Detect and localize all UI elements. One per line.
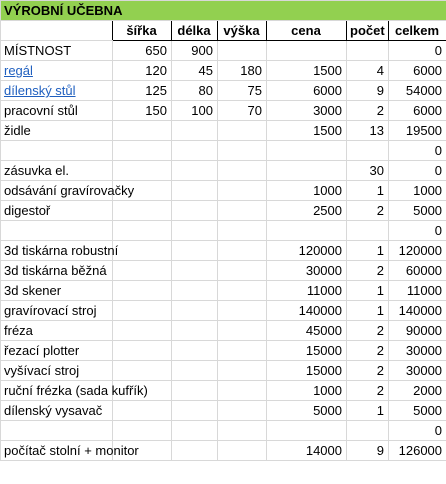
cell-celkem[interactable]: 19500	[389, 121, 446, 141]
cell-item-name[interactable]	[1, 421, 113, 441]
cell-celkem[interactable]: 120000	[389, 241, 446, 261]
cell-cena[interactable]: 1500	[267, 61, 347, 81]
cell-cena[interactable]	[267, 221, 347, 241]
table-row	[1, 201, 446, 221]
cell-pocet[interactable]: 30	[347, 161, 389, 181]
cell-item-name[interactable]	[1, 61, 113, 81]
cell-delka[interactable]	[172, 241, 218, 261]
cell-celkem[interactable]: 140000	[389, 301, 446, 321]
cell-cena[interactable]: 45000	[267, 321, 347, 341]
cell-item-name[interactable]: 3d tiskárna robustní	[1, 241, 113, 261]
cell-pocet[interactable]	[347, 221, 389, 241]
cell-item-name[interactable]: zásuvka el.	[1, 161, 113, 181]
cell-sirka[interactable]	[113, 121, 172, 141]
cell-item-name[interactable]: počítač stolní + monitor	[1, 441, 113, 461]
cell-vyska[interactable]	[218, 181, 267, 201]
cell-celkem[interactable]: 0	[389, 421, 446, 441]
cell-celkem[interactable]: 30000	[389, 341, 446, 361]
cell-pocet[interactable]: 1	[347, 301, 389, 321]
cell-delka[interactable]	[172, 441, 218, 461]
cell-item-name[interactable]: dílenský vysavač	[1, 401, 113, 421]
cell-vyska[interactable]	[218, 281, 267, 301]
cell-delka[interactable]	[172, 181, 218, 201]
cell-delka[interactable]	[172, 281, 218, 301]
cell-item-name[interactable]	[1, 141, 113, 161]
cell-item-name[interactable]: vyšívací stroj	[1, 361, 113, 381]
cell-celkem[interactable]: 0	[389, 221, 446, 241]
cell-vyska[interactable]: 180	[218, 61, 267, 81]
cell-celkem[interactable]: 60000	[389, 261, 446, 281]
cell-pocet[interactable]: 2	[347, 341, 389, 361]
cell-cena[interactable]: 120000	[267, 241, 347, 261]
cell-vyska[interactable]	[218, 441, 267, 461]
cell-celkem[interactable]: 54000	[389, 81, 446, 101]
cell-item-name[interactable]: MÍSTNOST	[1, 41, 113, 61]
cell-cena[interactable]	[267, 421, 347, 441]
cell-delka[interactable]	[172, 381, 218, 401]
cell-celkem[interactable]: 5000	[389, 201, 446, 221]
header-blank-cell[interactable]	[1, 21, 113, 41]
cell-cena[interactable]: 6000	[267, 81, 347, 101]
cell-sirka[interactable]	[113, 421, 172, 441]
cell-vyska[interactable]	[218, 141, 267, 161]
table-row	[1, 381, 446, 401]
cell-celkem[interactable]: 5000	[389, 401, 446, 421]
table-row	[1, 141, 446, 161]
cell-cena[interactable]: 30000	[267, 261, 347, 281]
cell-vyska[interactable]	[218, 341, 267, 361]
cell-pocet[interactable]: 9	[347, 441, 389, 461]
cell-delka[interactable]: 100	[172, 101, 218, 121]
cell-vyska[interactable]	[218, 301, 267, 321]
table-row	[1, 441, 446, 461]
table-row	[1, 281, 446, 301]
cell-pocet[interactable]: 2	[347, 321, 389, 341]
cell-item-name[interactable]: gravírovací stroj	[1, 301, 113, 321]
cell-sirka[interactable]	[113, 241, 172, 261]
cell-cena[interactable]: 5000	[267, 401, 347, 421]
table-row	[1, 61, 446, 81]
header-celkem[interactable]: celkem	[389, 21, 446, 41]
header-pocet[interactable]: počet	[347, 21, 389, 41]
cell-delka[interactable]	[172, 421, 218, 441]
cell-sirka[interactable]	[113, 141, 172, 161]
table-row	[1, 241, 446, 261]
cell-item-name[interactable]: odsávání gravírovačky	[1, 181, 113, 201]
cell-sirka[interactable]	[113, 281, 172, 301]
table-row	[1, 181, 446, 201]
cell-pocet[interactable]: 2	[347, 381, 389, 401]
cell-cena[interactable]: 140000	[267, 301, 347, 321]
cell-item-name[interactable]	[1, 81, 113, 101]
cell-pocet[interactable]: 2	[347, 261, 389, 281]
item-link[interactable]: dílenský stůl	[4, 83, 76, 98]
cell-vyska[interactable]	[218, 381, 267, 401]
cell-celkem[interactable]: 1000	[389, 181, 446, 201]
cell-celkem[interactable]: 0	[389, 141, 446, 161]
cell-vyska[interactable]	[218, 201, 267, 221]
cell-cena[interactable]: 1500	[267, 121, 347, 141]
cell-delka[interactable]	[172, 201, 218, 221]
cell-sirka[interactable]: 120	[113, 61, 172, 81]
cell-cena[interactable]: 1000	[267, 381, 347, 401]
cell-vyska[interactable]	[218, 161, 267, 181]
cell-pocet[interactable]	[347, 421, 389, 441]
cell-pocet[interactable]: 2	[347, 201, 389, 221]
cell-cena[interactable]: 15000	[267, 341, 347, 361]
cell-sirka[interactable]	[113, 321, 172, 341]
cell-pocet[interactable]	[347, 141, 389, 161]
table-row	[1, 421, 446, 441]
table-row	[1, 301, 446, 321]
table-row	[1, 101, 446, 121]
cell-cena[interactable]: 3000	[267, 101, 347, 121]
cell-sirka[interactable]	[113, 221, 172, 241]
cell-celkem[interactable]: 126000	[389, 441, 446, 461]
cell-celkem[interactable]: 30000	[389, 361, 446, 381]
table-row	[1, 261, 446, 281]
cell-celkem[interactable]: 0	[389, 41, 446, 61]
item-link[interactable]: regál	[4, 63, 33, 78]
cell-delka[interactable]	[172, 121, 218, 141]
cell-celkem[interactable]: 0	[389, 161, 446, 181]
cell-sirka[interactable]	[113, 161, 172, 181]
table-row	[1, 401, 446, 421]
cell-pocet[interactable]: 1	[347, 181, 389, 201]
cell-delka[interactable]	[172, 301, 218, 321]
cell-item-name[interactable]: 3d skener	[1, 281, 113, 301]
cell-item-name[interactable]: řezací plotter	[1, 341, 113, 361]
table-row	[1, 41, 446, 61]
table-row	[1, 361, 446, 381]
cell-cena[interactable]: 2500	[267, 201, 347, 221]
cell-delka[interactable]	[172, 141, 218, 161]
cell-celkem[interactable]: 11000	[389, 281, 446, 301]
cell-vyska[interactable]: 75	[218, 81, 267, 101]
cell-pocet[interactable]: 1	[347, 401, 389, 421]
cell-item-name[interactable]: pracovní stůl	[1, 101, 113, 121]
table-row	[1, 321, 446, 341]
title-row	[1, 1, 446, 21]
cell-vyska[interactable]	[218, 41, 267, 61]
table-row	[1, 161, 446, 181]
cell-pocet[interactable]: 4	[347, 61, 389, 81]
header-row	[1, 21, 446, 41]
cell-sirka[interactable]	[113, 401, 172, 421]
cell-celkem[interactable]: 6000	[389, 61, 446, 81]
cell-vyska[interactable]	[218, 321, 267, 341]
header-delka[interactable]: délka	[172, 21, 218, 41]
cell-celkem[interactable]: 90000	[389, 321, 446, 341]
cell-delka[interactable]	[172, 321, 218, 341]
cell-celkem[interactable]: 6000	[389, 101, 446, 121]
cell-sirka[interactable]: 150	[113, 101, 172, 121]
cell-item-name[interactable]: digestoř	[1, 201, 113, 221]
cell-celkem[interactable]: 2000	[389, 381, 446, 401]
cell-delka[interactable]	[172, 261, 218, 281]
cell-sirka[interactable]	[113, 341, 172, 361]
cell-item-name[interactable]: židle	[1, 121, 113, 141]
cell-cena[interactable]: 14000	[267, 441, 347, 461]
cell-sirka[interactable]	[113, 261, 172, 281]
cell-item-name[interactable]: fréza	[1, 321, 113, 341]
cell-vyska[interactable]	[218, 261, 267, 281]
cell-cena[interactable]	[267, 161, 347, 181]
cell-pocet[interactable]: 1	[347, 241, 389, 261]
cell-delka[interactable]	[172, 161, 218, 181]
cell-delka[interactable]: 900	[172, 41, 218, 61]
header-sirka[interactable]: šířka	[113, 21, 172, 41]
cell-sirka[interactable]	[113, 361, 172, 381]
cell-delka[interactable]	[172, 401, 218, 421]
table-row	[1, 81, 446, 101]
cell-item-name[interactable]: ruční frézka (sada kufřík)	[1, 381, 113, 401]
cell-delka[interactable]	[172, 341, 218, 361]
cell-vyska[interactable]	[218, 221, 267, 241]
cell-cena[interactable]: 15000	[267, 361, 347, 381]
cell-vyska[interactable]: 70	[218, 101, 267, 121]
cell-pocet[interactable]	[347, 41, 389, 61]
cell-pocet[interactable]: 2	[347, 101, 389, 121]
cell-vyska[interactable]	[218, 401, 267, 421]
cell-delka[interactable]	[172, 221, 218, 241]
cell-sirka[interactable]	[113, 201, 172, 221]
cell-item-name[interactable]	[1, 221, 113, 241]
cell-cena[interactable]: 11000	[267, 281, 347, 301]
cell-vyska[interactable]	[218, 241, 267, 261]
cell-vyska[interactable]	[218, 361, 267, 381]
header-cena[interactable]: cena	[267, 21, 347, 41]
cell-cena[interactable]	[267, 41, 347, 61]
sheet-title[interactable]: VÝROBNÍ UČEBNA	[1, 1, 446, 21]
table-row	[1, 341, 446, 361]
cell-pocet[interactable]: 13	[347, 121, 389, 141]
cell-pocet[interactable]: 2	[347, 361, 389, 381]
cell-vyska[interactable]	[218, 121, 267, 141]
header-vyska[interactable]: výška	[218, 21, 267, 41]
cell-pocet[interactable]: 1	[347, 281, 389, 301]
cell-delka[interactable]: 45	[172, 61, 218, 81]
cell-cena[interactable]	[267, 141, 347, 161]
cell-sirka[interactable]: 650	[113, 41, 172, 61]
table-row	[1, 121, 446, 141]
table-row	[1, 221, 446, 241]
cell-vyska[interactable]	[218, 421, 267, 441]
cell-delka[interactable]	[172, 361, 218, 381]
cell-sirka[interactable]: 125	[113, 81, 172, 101]
cell-pocet[interactable]: 9	[347, 81, 389, 101]
cell-cena[interactable]: 1000	[267, 181, 347, 201]
cell-item-name[interactable]: 3d tiskárna běžná	[1, 261, 113, 281]
cell-delka[interactable]: 80	[172, 81, 218, 101]
cell-sirka[interactable]	[113, 301, 172, 321]
